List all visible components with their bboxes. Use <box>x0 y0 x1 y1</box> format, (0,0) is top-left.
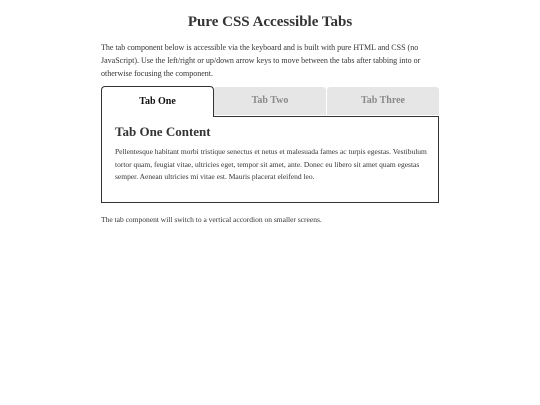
tab-component <box>101 86 439 203</box>
page-title: Pure CSS Accessible Tabs <box>187 14 353 30</box>
footnote-text: The tab component will switch to a vertical accordion on smaller screens. <box>101 215 322 224</box>
tab-three[interactable]: Tab Three <box>327 87 439 115</box>
panel-title: Tab One Content <box>115 124 211 139</box>
panel-text: Pellentesque habitant morbi tristique senectus et netus et malesuada fames ac turpis egestas. Vestibulum tortor quam, feugiat vitae, ultricies eget, tempor sit amet, ante. Donec eu libero sit amet quam egestas semper. Aenean ultricies mi vitae est. Mauris placerat eleifend leo. <box>115 147 427 181</box>
tab-list <box>101 86 439 117</box>
tab-panel <box>101 116 439 203</box>
intro-text: The tab component below is accessible via the keyboard and is built with pure HTML and CSS (no JavaScript). Use the left/right or up/down arrow keys to move between the tabs after tabbing into or otherwise focusing the component. <box>101 43 421 78</box>
tab-two[interactable]: Tab Two <box>214 87 326 115</box>
tab-one[interactable]: Tab One <box>101 86 214 117</box>
